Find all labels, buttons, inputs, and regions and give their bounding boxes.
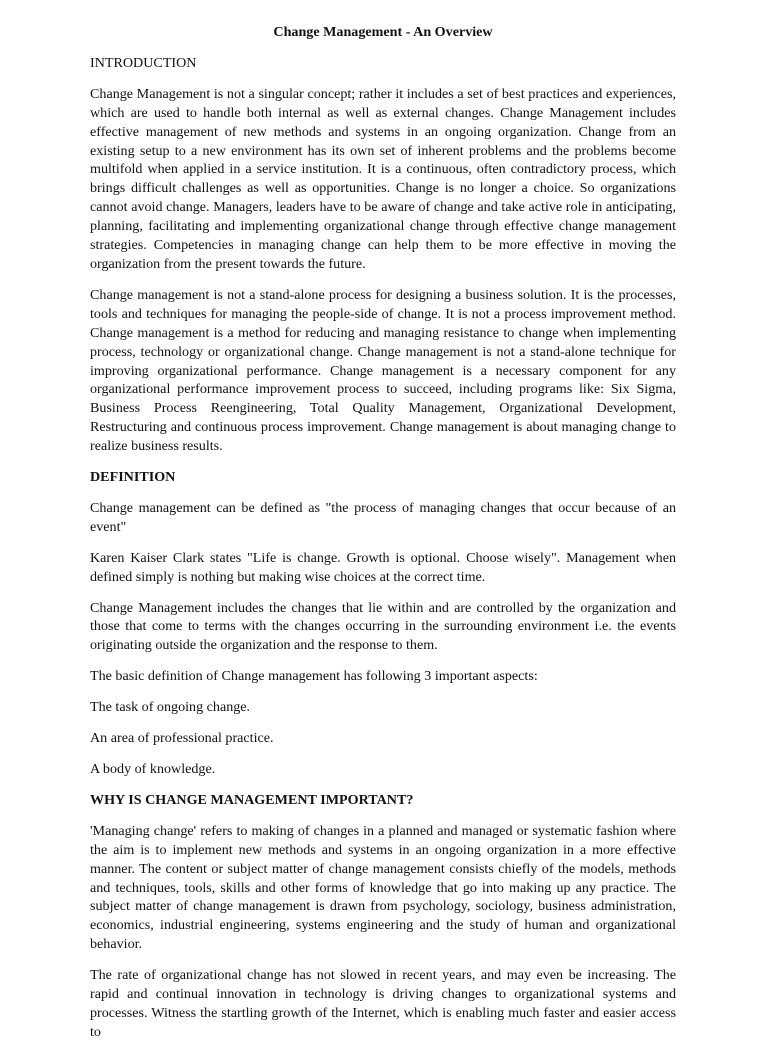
- aspect-item: An area of professional practice.: [90, 730, 274, 747]
- definition-heading: DEFINITION: [90, 469, 176, 486]
- definition-paragraph-2: Karen Kaiser Clark states "Life is change. Growth is optional. Choose wisely". Management when defined simply is nothing but making wise choices at the correct time.: [90, 549, 676, 585]
- importance-heading: WHY IS CHANGE MANAGEMENT IMPORTANT?: [90, 791, 414, 808]
- document-page: [90, 0, 676, 1042]
- document-title: Change Management - An Overview: [273, 24, 493, 40]
- intro-paragraph-1: Change Management is not a singular concept; rather it includes a set of best practices and experiences, which are used to handle both internal as well as external changes. Change Management includes effective management of new methods and systems in an ongoing organization. Change from an existing setup to a new environment has its own set of inherent problems and the problems become multifold when applied in a service institution. It is a continuous, often contradictory process, which brings difficult challenges as well as opportunities. Change is no longer a choice. So organizations cannot avoid change. Managers, leaders have to be aware of change and take active role in anticipating, planning, facilitating and implementing organizational change through effective change management strategies. Competencies in managing change can help them to be more effective in moving the organization from the present towards the future.: [90, 85, 676, 272]
- definition-paragraph-1: Change management can be defined as "the process of managing changes that occur because of an event": [90, 499, 676, 535]
- importance-paragraph-1: 'Managing change' refers to making of changes in a planned and managed or systematic fashion where the aim is to implement new methods and systems in an ongoing organization in a more effective manner. The content or subject matter of change management consists chiefly of the models, methods and techniques, tools, skills and other forms of knowledge that go into making up any practice. The subject matter of change management is drawn from psychology, sociology, business administration, economics, industrial engineering, systems engineering and the study of human and organizational behavior.: [90, 822, 676, 953]
- aspect-item: A body of knowledge.: [90, 761, 216, 777]
- definition-paragraph-4: The basic definition of Change management has following 3 important aspects:: [90, 668, 538, 685]
- intro-paragraph-2: Change management is not a stand-alone process for designing a business solution. It is the processes, tools and techniques for managing the people-side of change. It is not a process improvement method. Change management is a method for reducing and managing resistance to change when implementing process, technology or organizational change. Change management is not a stand-alone technique for improving organizational performance. Change management is a necessary component for any organizational performance improvement process to succeed, including programs like: Six Sigma, Business Process Reengineering, Total Quality Management, Organizational Development, Restructuring and continuous process improvement. Change management is about managing change to realize business results.: [90, 286, 676, 455]
- definition-paragraph-3: Change Management includes the changes that lie within and are controlled by the organization and those that come to terms with the changes occurring in the surrounding environment i.e. the events originating outside the organization and the response to them.: [90, 599, 676, 654]
- introduction-heading: INTRODUCTION: [90, 54, 197, 71]
- aspect-item: The task of ongoing change.: [90, 699, 251, 716]
- importance-paragraph-2: The rate of organizational change has not slowed in recent years, and may even be increasing. The rapid and continual innovation in technology is driving changes to organizational systems and processes. Witness the startling growth of the Internet, which is enabling much faster and easier access to: [90, 967, 676, 1040]
